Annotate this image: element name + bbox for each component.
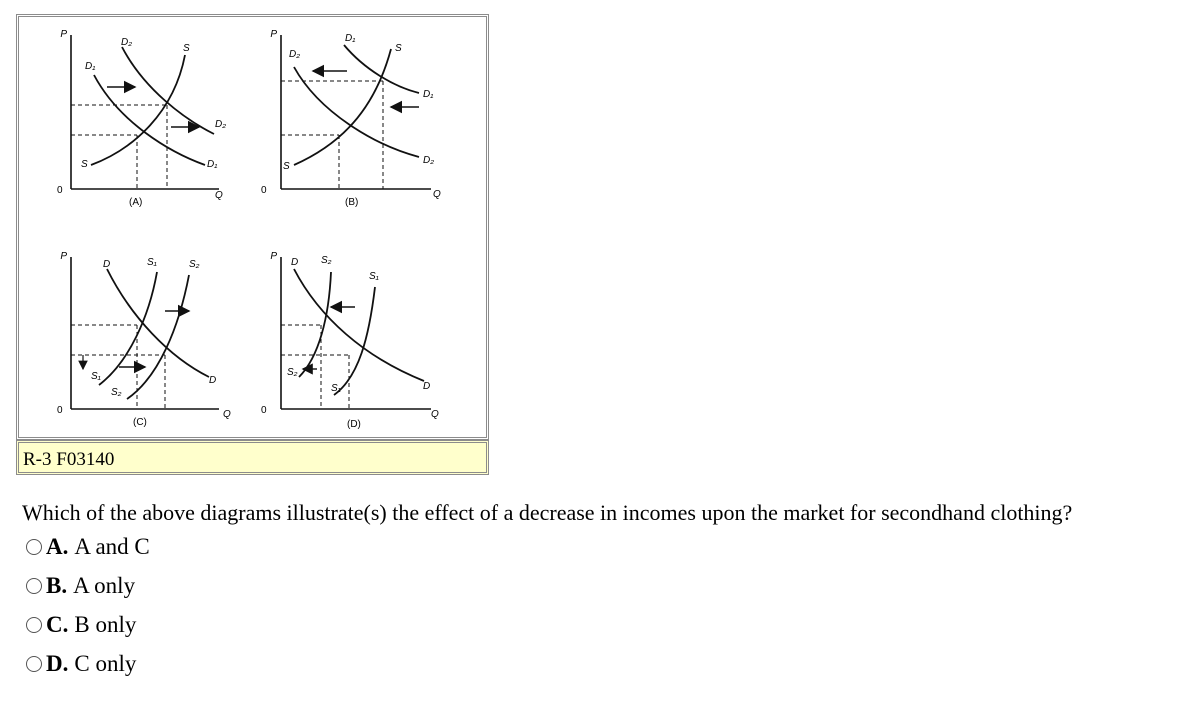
panel-c-axis-x: Q bbox=[223, 409, 231, 420]
panel-c bbox=[57, 251, 231, 428]
choice-d[interactable] bbox=[26, 647, 136, 681]
choice-c[interactable] bbox=[26, 608, 136, 642]
panel-d-label: (D) bbox=[347, 419, 361, 430]
svg-text:D: D bbox=[423, 381, 431, 392]
svg-text:D₂: D₂ bbox=[423, 155, 435, 166]
radio-d[interactable] bbox=[26, 656, 42, 672]
supply-demand-diagrams bbox=[19, 17, 486, 437]
choice-c-letter: C. bbox=[46, 612, 69, 637]
svg-text:S₁: S₁ bbox=[331, 383, 341, 394]
svg-text:D₁: D₁ bbox=[423, 89, 434, 100]
svg-text:S₂: S₂ bbox=[287, 367, 298, 378]
panel-d bbox=[261, 251, 439, 430]
choice-a-letter: A. bbox=[46, 534, 69, 559]
svg-text:D: D bbox=[291, 257, 299, 268]
svg-text:D₁: D₁ bbox=[85, 61, 96, 72]
panel-b-axis-x: Q bbox=[433, 189, 441, 200]
svg-text:D₂: D₂ bbox=[121, 37, 133, 48]
choice-b[interactable] bbox=[26, 569, 135, 603]
svg-text:D₁: D₁ bbox=[345, 33, 356, 44]
figure-caption-box bbox=[16, 440, 489, 475]
question-text: Which of the above diagrams illustrate(s) the effect of a decrease in incomes upon the market for secondhand clothing? bbox=[22, 500, 1073, 525]
panel-a bbox=[57, 29, 226, 208]
svg-text:S₂: S₂ bbox=[321, 255, 332, 266]
svg-text:S₂: S₂ bbox=[189, 259, 200, 270]
choice-d-text: C only bbox=[74, 651, 137, 676]
panel-b bbox=[261, 29, 441, 208]
svg-text:S: S bbox=[395, 43, 402, 54]
radio-c[interactable] bbox=[26, 617, 42, 633]
svg-text:S: S bbox=[81, 159, 88, 170]
choice-a-text: A and C bbox=[74, 534, 150, 559]
radio-a[interactable] bbox=[26, 539, 42, 555]
svg-text:S₁: S₁ bbox=[91, 371, 101, 382]
choice-b-letter: B. bbox=[46, 573, 68, 598]
figure-caption: R-3 F03140 bbox=[23, 449, 115, 470]
svg-text:D₂: D₂ bbox=[215, 119, 227, 130]
svg-text:S₂: S₂ bbox=[111, 387, 122, 398]
svg-text:D: D bbox=[209, 375, 217, 386]
panel-a-label: (A) bbox=[129, 197, 143, 208]
panel-c-label: (C) bbox=[133, 417, 147, 428]
choice-b-text: A only bbox=[73, 573, 136, 598]
svg-text:S: S bbox=[283, 161, 290, 172]
choice-c-text: B only bbox=[74, 612, 137, 637]
panel-d-origin: 0 bbox=[261, 405, 267, 416]
panel-a-axis-y: P bbox=[60, 29, 67, 40]
svg-text:D: D bbox=[103, 259, 111, 270]
choice-d-letter: D. bbox=[46, 651, 69, 676]
svg-text:S: S bbox=[183, 43, 190, 54]
figure-frame bbox=[16, 14, 489, 440]
svg-text:D₂: D₂ bbox=[289, 49, 301, 60]
svg-text:S₁: S₁ bbox=[369, 271, 379, 282]
panel-a-axis-x: Q bbox=[215, 190, 223, 201]
panel-d-axis-y: P bbox=[270, 251, 277, 262]
svg-text:S₁: S₁ bbox=[147, 257, 157, 268]
panel-b-label: (B) bbox=[345, 197, 359, 208]
svg-text:D₁: D₁ bbox=[207, 159, 218, 170]
panel-b-origin: 0 bbox=[261, 185, 267, 196]
radio-b[interactable] bbox=[26, 578, 42, 594]
panel-c-axis-y: P bbox=[60, 251, 67, 262]
panel-c-origin: 0 bbox=[57, 405, 63, 416]
panel-a-origin: 0 bbox=[57, 185, 63, 196]
panel-b-axis-y: P bbox=[270, 29, 277, 40]
panel-d-axis-x: Q bbox=[431, 409, 439, 420]
choice-a[interactable] bbox=[26, 530, 150, 564]
